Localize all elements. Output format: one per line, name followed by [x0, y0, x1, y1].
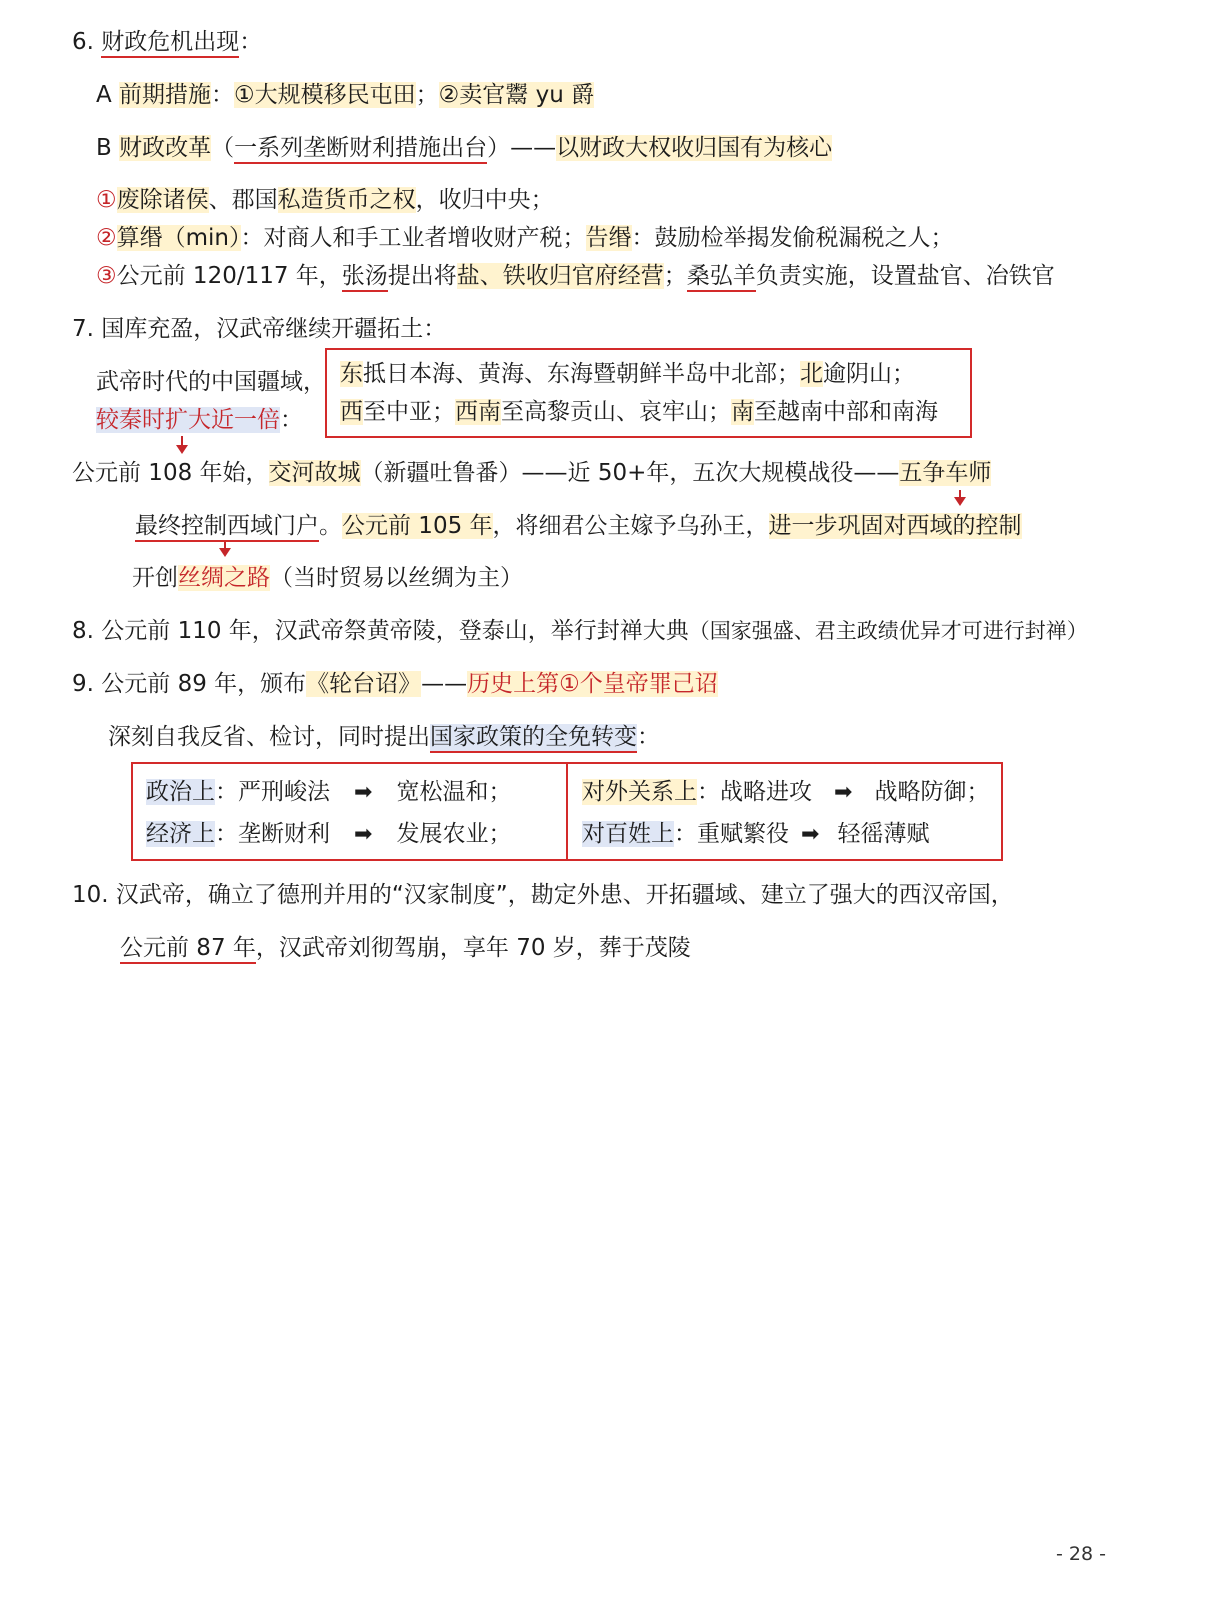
s6-c1-line: [96, 182, 554, 218]
down-arrow-icon: [219, 548, 231, 557]
s6-c1-p2: 、郡国: [208, 187, 278, 213]
s6-c2-mark: ②: [96, 225, 117, 251]
s6-a-line: [96, 77, 594, 113]
s6-c2-p2: ：对商人和手工业者增收财产税；: [240, 225, 586, 251]
s10-line-1: 10. 汉武帝，确立了德刑并用的“汉家制度”，勘定外患、开拓疆域、建立了强大的西汉帝国，: [72, 882, 1014, 908]
territory-north: 北: [800, 361, 823, 387]
foreign-colon: ：: [697, 779, 720, 805]
policy-row-people: [582, 816, 929, 853]
politics-before: 严刑峻法: [238, 779, 330, 805]
territory-row-1: [340, 356, 915, 392]
s7-w2-p5: 进一步巩固对西域的控制: [768, 513, 1022, 539]
s6-b-key: 财政改革: [119, 135, 212, 161]
s6-c3-p6: 桑弘羊: [687, 263, 756, 292]
down-arrow-icon: [176, 445, 188, 454]
s7-colon: ：: [423, 316, 447, 342]
policy-row-politics: [146, 774, 511, 811]
s6-c2-p4: ：鼓励检举揭发偷税漏税之人；: [631, 225, 954, 251]
s6-c1-mark: ①: [96, 187, 117, 213]
s6-num: 6.: [72, 29, 94, 55]
s7-w2-p2: 。: [319, 513, 342, 539]
s8-text: 8. 公元前 110 年，汉武帝祭黄帝陵，登泰山，举行封禅大典: [72, 618, 689, 644]
s7-w3-p2: 丝绸之路: [178, 565, 270, 591]
s6-title: 财政危机出现: [101, 29, 239, 58]
policy-row-foreign: [582, 774, 989, 811]
foreign-after: 战略防御；: [874, 779, 990, 805]
s7-w1-p2: 交河故城: [268, 460, 361, 486]
territory-east-text: 抵日本海、黄海、东海暨朝鲜半岛中北部；: [363, 361, 800, 387]
s6-heading: [72, 24, 262, 60]
territory-south-text: 至越南中部和南海: [754, 399, 938, 425]
s10-death-text: ，汉武帝刘彻驾崩，享年 70 岁，葬于茂陵: [255, 935, 691, 961]
territory-east: 东: [340, 361, 363, 387]
territory-row-2: [340, 394, 938, 430]
s6-c2-p1: 算缗（min）: [116, 225, 241, 251]
s6-a-key: 前期措施: [119, 82, 212, 108]
s6-a-letter: A: [96, 82, 112, 108]
down-arrow-icon: [954, 497, 966, 506]
s6-b-line: [96, 130, 832, 166]
politics-colon: ：: [215, 779, 238, 805]
s6-c3-mark: ③: [96, 263, 117, 289]
s7-w1-p1: 公元前 108 年始，: [72, 460, 269, 486]
s7-west-line-1: [72, 455, 991, 491]
s6-b-paren-open: （: [211, 135, 235, 161]
s6-b-underlined: 一系列垄断财利措施出台: [234, 135, 487, 164]
economy-after: 发展农业；: [396, 821, 512, 847]
s6-c3-p7: 负责实施，设置盐官、冶铁官: [755, 263, 1055, 289]
s7-heading: [72, 311, 446, 347]
territory-north-text: 逾阴山；: [823, 361, 915, 387]
s9-p3: ——: [421, 671, 468, 697]
s7-territory-label: 武帝时代的中国疆域，: [96, 369, 326, 395]
s7-w2-p1: 最终控制西域门户: [135, 513, 319, 542]
s6-a-semi: ；: [415, 82, 439, 108]
s9-d3: ：: [637, 724, 660, 750]
s7-w3-p1: 开创: [132, 565, 178, 591]
s10-line-2: [120, 930, 691, 966]
territory-south: 南: [731, 399, 754, 425]
s8-line: [72, 613, 1088, 649]
s7-w2-p3: 公元前 105 年: [342, 513, 493, 539]
s7-w1-p3: （新疆吐鲁番）——近 50+年，五次大规模战役——: [360, 460, 900, 486]
s9-edict: 《轮台诏》: [306, 671, 422, 697]
s6-b-paren-close: ）——: [487, 135, 557, 161]
people-colon: ：: [674, 821, 697, 847]
s10-death-year: 公元前 87 年: [120, 935, 256, 964]
economy-before: 垄断财利: [238, 821, 330, 847]
right-arrow-icon: ➡: [354, 780, 373, 805]
s6-c3-p4: 盐、铁收归官府经营: [456, 263, 664, 289]
s9-p1: 9. 公元前 89 年，颁布: [72, 671, 307, 697]
s6-c2-line: [96, 220, 954, 256]
s6-b-core: 以财政大权收归国有为核心: [556, 135, 833, 161]
economy-key: 经济上: [146, 821, 215, 847]
people-key: 对百姓上: [582, 821, 674, 847]
s7-w1-p4: 五争车师: [899, 460, 992, 486]
page-number: - 28 -: [1056, 1543, 1106, 1565]
s7-west-line-3: [132, 560, 523, 596]
s6-a-item1: ①大规模移民屯田: [234, 82, 416, 108]
territory-southwest: 西南: [455, 399, 501, 425]
territory-west-text: 至中亚；: [363, 399, 455, 425]
s6-c1-p4: ，收归中央；: [415, 187, 554, 213]
s8-note: （国家强盛、君主政绩优异才可进行封禅）: [688, 619, 1088, 643]
s6-a-item2: ②卖官鬻 yu 爵: [438, 82, 595, 108]
s6-colon: ：: [239, 29, 263, 55]
s9-desc-line: [108, 719, 660, 755]
s6-c3-p1: 公元前 120/117 年，: [116, 263, 342, 289]
s9-line: [72, 666, 718, 702]
s6-c3-line: [96, 258, 1055, 294]
policy-row-economy: [146, 816, 511, 853]
s7-w2-p4: ，将细君公主嫁予乌孙王，: [492, 513, 769, 539]
right-arrow-icon: ➡: [354, 822, 373, 847]
foreign-key: 对外关系上: [582, 779, 697, 805]
s7-expansion-colon: ：: [280, 407, 303, 433]
s6-c3-p2: 张汤: [342, 263, 388, 292]
s6-b-letter: B: [96, 135, 112, 161]
s7-west-line-2: [135, 508, 1022, 544]
politics-key: 政治上: [146, 779, 215, 805]
s6-a-colon: ：: [211, 82, 235, 108]
people-before: 重赋繁役: [697, 821, 789, 847]
s6-c3-p5: ；: [663, 263, 687, 289]
s9-d1: 深刻自我反省、检讨，同时提出: [108, 724, 430, 750]
economy-colon: ：: [215, 821, 238, 847]
s7-expansion-line: [96, 402, 303, 438]
s7-expansion: 较秦时扩大近一倍: [96, 407, 280, 433]
s9-first-edict: 历史上第①个皇帝罪己诏: [467, 671, 718, 697]
right-arrow-icon: ➡: [834, 780, 853, 805]
s6-c3-p3: 提出将: [387, 263, 457, 289]
s6-c1-p3: 私造货币之权: [277, 187, 416, 213]
territory-southwest-text: 至高黎贡山、哀牢山；: [501, 399, 731, 425]
s7-num: 7.: [72, 316, 94, 342]
territory-west: 西: [340, 399, 363, 425]
s7-w3-p3: （当时贸易以丝绸为主）: [270, 565, 523, 591]
people-after: 轻徭薄赋: [837, 821, 930, 847]
right-arrow-icon: ➡: [801, 822, 820, 847]
s9-d2: 国家政策的全免转变: [430, 724, 637, 753]
s7-title: 国库充盈，汉武帝继续开疆拓土: [101, 316, 424, 342]
foreign-before: 战略进攻: [720, 779, 812, 805]
politics-after: 宽松温和；: [396, 779, 512, 805]
s6-c2-p3: 告缗: [585, 225, 632, 251]
s6-c1-p1: 废除诸侯: [116, 187, 209, 213]
